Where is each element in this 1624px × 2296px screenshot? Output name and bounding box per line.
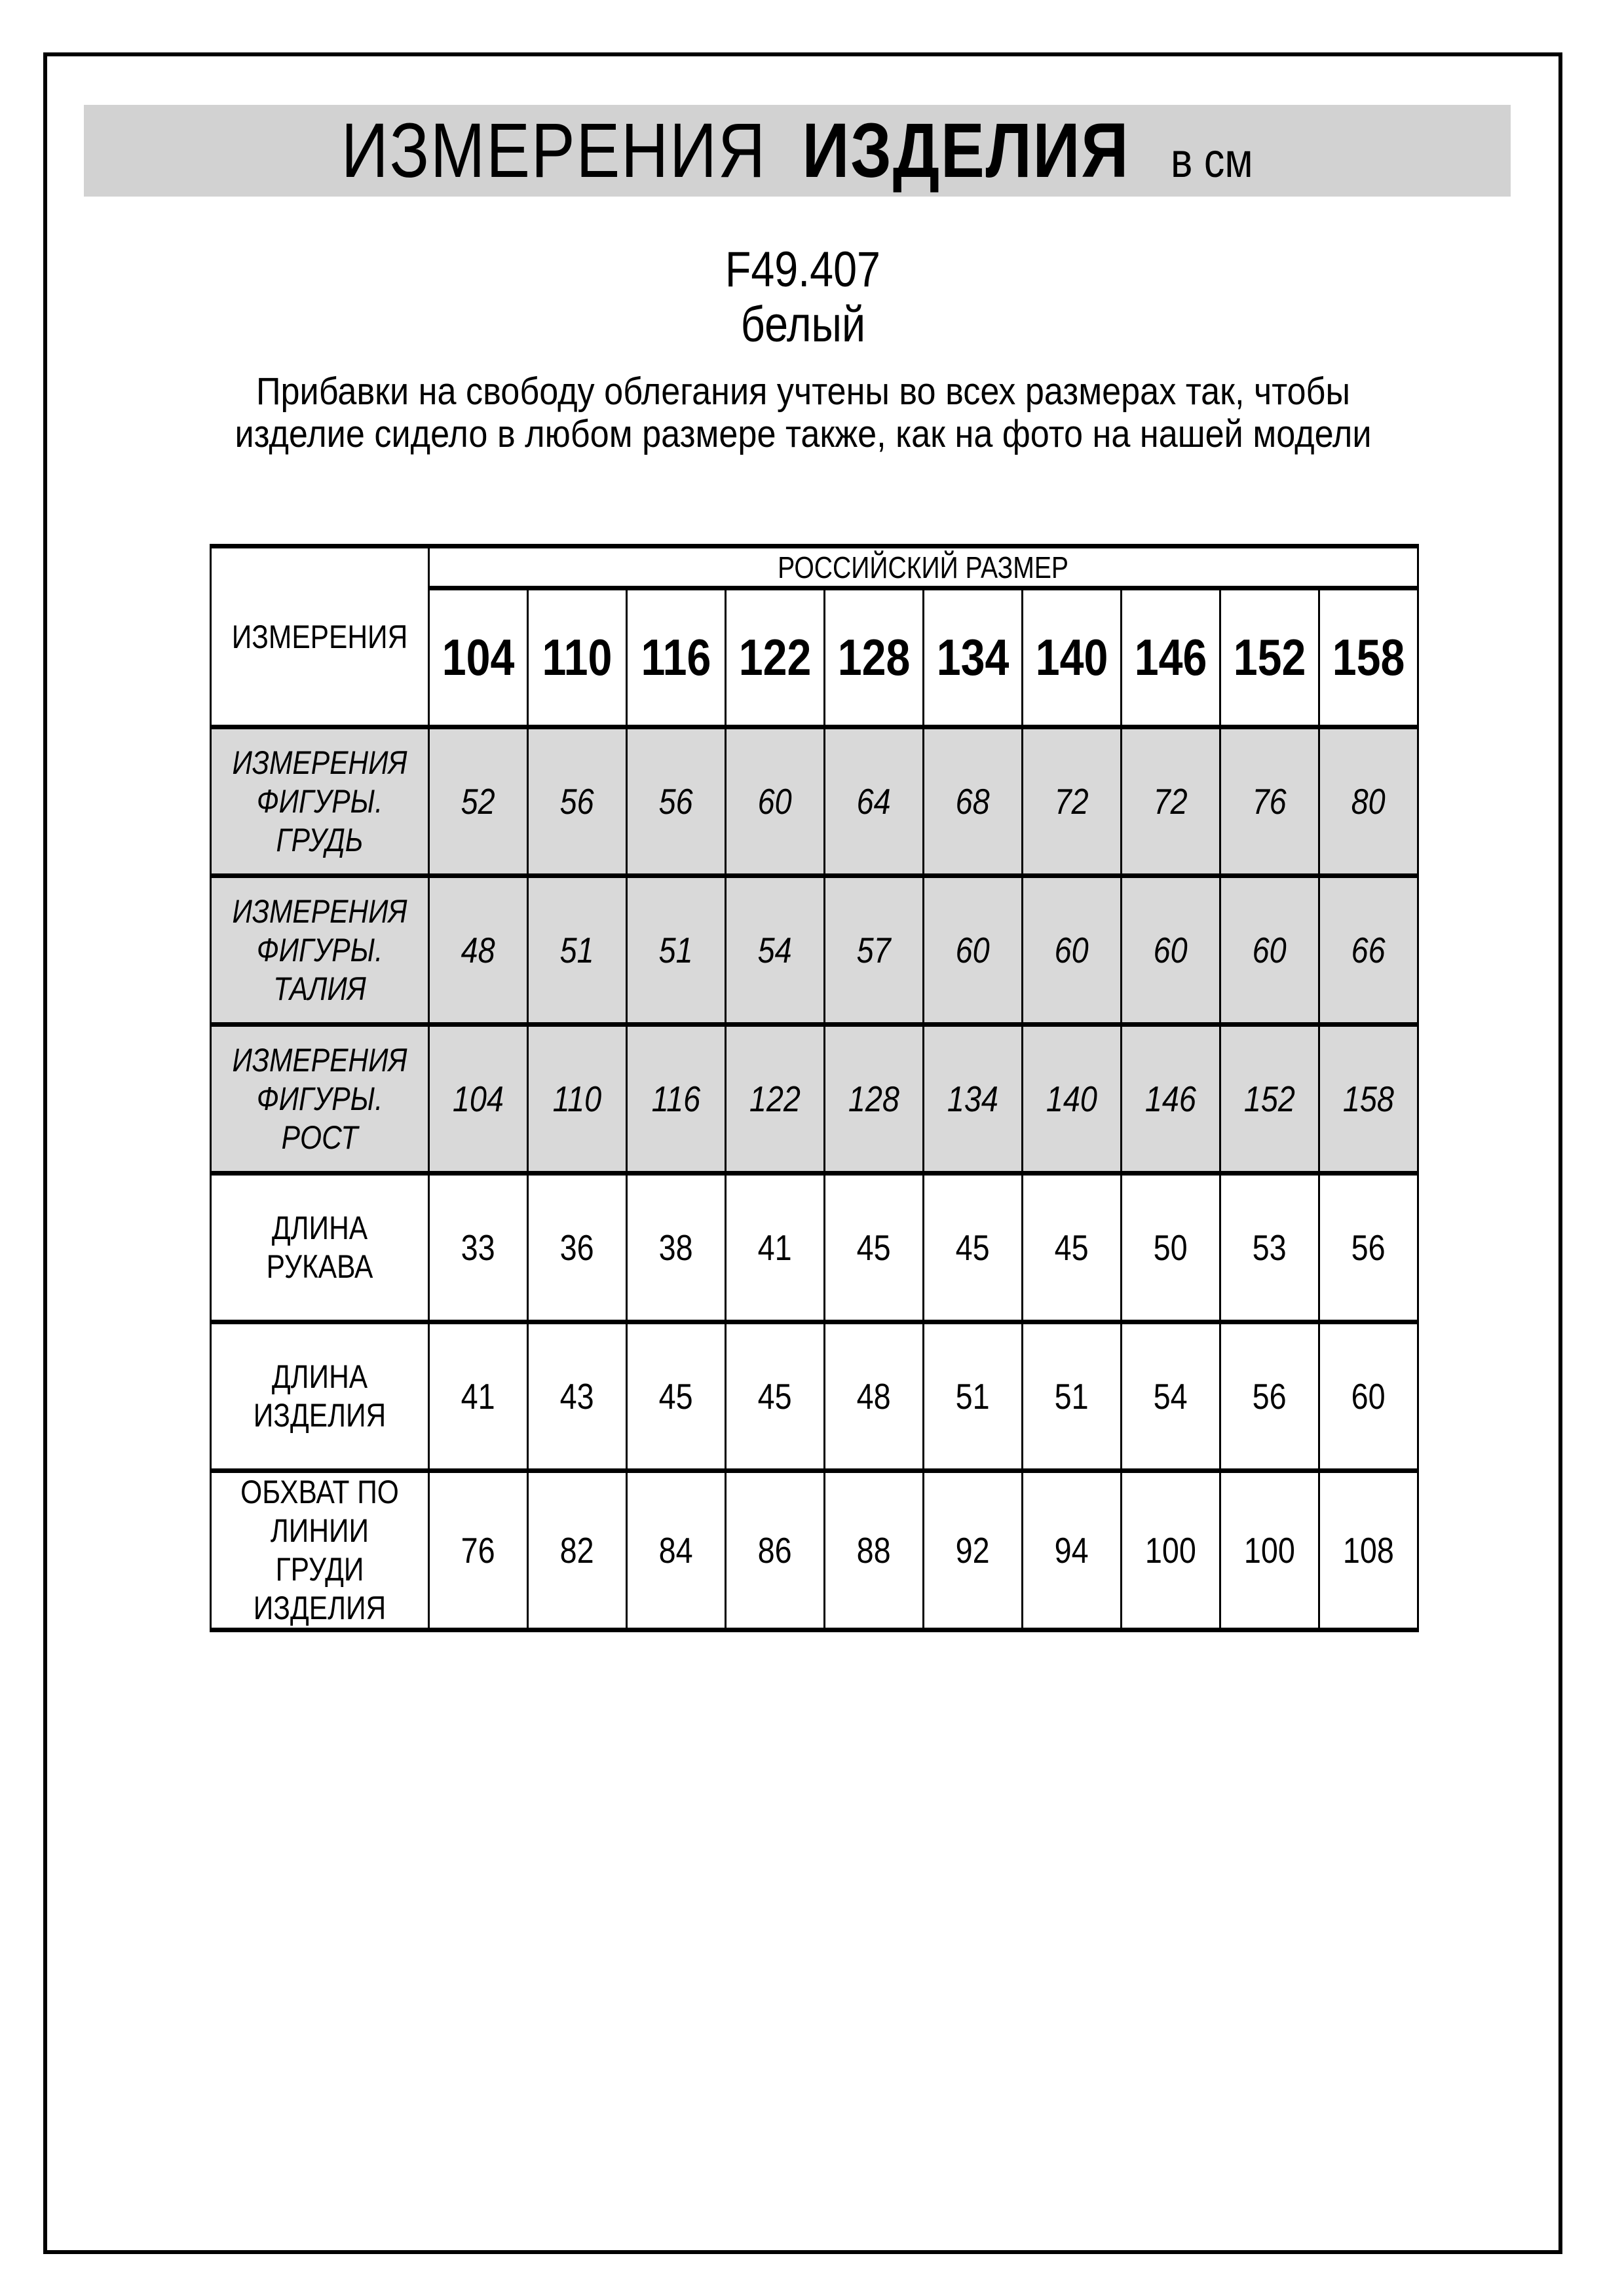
value-cell <box>1319 1174 1418 1322</box>
cell-value: 100 <box>1144 1530 1196 1571</box>
cell-value: 48 <box>856 1376 892 1417</box>
value-cell <box>1220 1174 1319 1322</box>
cell-value: 43 <box>559 1376 595 1417</box>
article-number-text: F49.407 <box>725 242 881 297</box>
value-cell <box>1023 1174 1122 1322</box>
value-cell <box>1220 727 1319 876</box>
cell-value: 84 <box>658 1530 694 1571</box>
product-color-text: белый <box>740 297 865 353</box>
cell-value: 108 <box>1342 1530 1394 1571</box>
value-cell <box>1220 1025 1319 1174</box>
value-cell <box>429 876 528 1025</box>
cell-value: 45 <box>1054 1227 1089 1268</box>
size-header-cell <box>627 588 726 727</box>
size-header-value: 134 <box>936 628 1010 686</box>
cell-value: 72 <box>1054 781 1089 822</box>
cell-value: 72 <box>1153 781 1188 822</box>
value-cell <box>627 1322 726 1471</box>
value-cell <box>924 1025 1023 1174</box>
value-cell <box>1023 876 1122 1025</box>
value-cell <box>1319 876 1418 1025</box>
cell-value: 56 <box>1351 1227 1386 1268</box>
value-cell <box>1122 727 1220 876</box>
size-header-value: 146 <box>1134 628 1207 686</box>
value-cell <box>429 1322 528 1471</box>
product-color <box>47 297 1558 353</box>
value-cell <box>1319 1471 1418 1630</box>
table-row <box>211 1174 1418 1322</box>
cell-value: 134 <box>947 1079 998 1119</box>
cell-value: 158 <box>1342 1079 1394 1119</box>
value-cell <box>825 1174 924 1322</box>
value-cell <box>1220 876 1319 1025</box>
value-cell <box>1122 1471 1220 1630</box>
cell-value: 86 <box>757 1530 793 1571</box>
row-label-cell <box>211 1174 429 1322</box>
cell-value: 45 <box>955 1227 991 1268</box>
cell-value: 152 <box>1243 1079 1295 1119</box>
fit-note-text: Прибавки на свободу облегания учтены во всех размерах так, чтобы изделие сидело в любом размере также, как на фото на нашей модели <box>234 370 1371 455</box>
page-title <box>341 106 1253 195</box>
cell-value: 41 <box>757 1227 793 1268</box>
row-label: ОБХВАТ ПО ЛИНИИ ГРУДИ ИЗДЕЛИЯ <box>240 1474 399 1626</box>
cell-value: 110 <box>552 1079 602 1119</box>
size-table <box>210 544 1419 1632</box>
value-cell <box>1122 1025 1220 1174</box>
size-header-value: 122 <box>738 628 812 686</box>
value-cell <box>726 1471 825 1630</box>
row-label: ИЗМЕРЕНИЯ ФИГУРЫ. ГРУДЬ <box>232 744 407 858</box>
cell-value: 104 <box>452 1079 504 1119</box>
size-header-cell <box>1220 588 1319 727</box>
value-cell <box>528 876 627 1025</box>
cell-value: 56 <box>658 781 694 822</box>
cell-value: 51 <box>955 1376 991 1417</box>
size-header-cell <box>1122 588 1220 727</box>
row-label: ИЗМЕРЕНИЯ ФИГУРЫ. ТАЛИЯ <box>232 892 407 1007</box>
title-unit: в см <box>1171 133 1253 187</box>
cell-value: 60 <box>1153 930 1188 970</box>
cell-value: 54 <box>1153 1376 1188 1417</box>
size-header-value: 140 <box>1035 628 1108 686</box>
value-cell <box>924 1322 1023 1471</box>
row-label-cell <box>211 1025 429 1174</box>
value-cell <box>429 1025 528 1174</box>
size-header-cell <box>429 588 528 727</box>
value-cell <box>627 727 726 876</box>
value-cell <box>825 727 924 876</box>
title-word-measurements: ИЗМЕРЕНИЯ <box>341 107 767 194</box>
value-cell <box>528 1471 627 1630</box>
cell-value: 36 <box>559 1227 595 1268</box>
cell-value: 50 <box>1153 1227 1188 1268</box>
corner-label: ИЗМЕРЕНИЯ <box>231 618 408 655</box>
cell-value: 45 <box>757 1376 793 1417</box>
table-row <box>211 1025 1418 1174</box>
cell-value: 60 <box>1252 930 1287 970</box>
table-row <box>211 876 1418 1025</box>
value-cell <box>528 727 627 876</box>
cell-value: 122 <box>749 1079 801 1119</box>
cell-value: 92 <box>955 1530 991 1571</box>
group-header-label: РОССИЙСКИЙ РАЗМЕР <box>778 550 1069 584</box>
row-label: ДЛИНА РУКАВА <box>266 1210 373 1285</box>
cell-value: 57 <box>856 930 892 970</box>
size-header-cell <box>1023 588 1122 727</box>
size-header-cell <box>825 588 924 727</box>
size-header-value: 110 <box>542 628 613 686</box>
table-row <box>211 1471 1418 1630</box>
value-cell <box>726 1025 825 1174</box>
size-header-value: 104 <box>442 628 515 686</box>
cell-value: 53 <box>1252 1227 1287 1268</box>
value-cell <box>825 876 924 1025</box>
cell-value: 52 <box>461 781 496 822</box>
size-table-body <box>211 727 1418 1630</box>
cell-value: 82 <box>559 1530 595 1571</box>
cell-value: 80 <box>1351 781 1386 822</box>
value-cell <box>528 1322 627 1471</box>
fit-note <box>47 371 1558 456</box>
cell-value: 60 <box>1054 930 1089 970</box>
cell-value: 60 <box>757 781 793 822</box>
cell-value: 140 <box>1046 1079 1097 1119</box>
value-cell <box>1122 876 1220 1025</box>
cell-value: 45 <box>856 1227 892 1268</box>
cell-value: 68 <box>955 781 991 822</box>
cell-value: 64 <box>856 781 892 822</box>
size-header-value: 128 <box>837 628 911 686</box>
value-cell <box>429 727 528 876</box>
value-cell <box>924 727 1023 876</box>
value-cell <box>1122 1322 1220 1471</box>
value-cell <box>1023 727 1122 876</box>
cell-value: 41 <box>461 1376 496 1417</box>
value-cell <box>429 1174 528 1322</box>
cell-value: 128 <box>848 1079 899 1119</box>
cell-value: 51 <box>1054 1376 1089 1417</box>
value-cell <box>1023 1025 1122 1174</box>
value-cell <box>1220 1471 1319 1630</box>
cell-value: 76 <box>1252 781 1287 822</box>
value-cell <box>825 1322 924 1471</box>
cell-value: 48 <box>461 930 496 970</box>
cell-value: 45 <box>658 1376 694 1417</box>
value-cell <box>1319 1025 1418 1174</box>
value-cell <box>924 1174 1023 1322</box>
title-band <box>84 105 1511 197</box>
cell-value: 56 <box>1252 1376 1287 1417</box>
value-cell <box>627 1174 726 1322</box>
cell-value: 100 <box>1243 1530 1295 1571</box>
row-label: ДЛИНА ИЗДЕЛИЯ <box>253 1358 387 1434</box>
value-cell <box>1319 1322 1418 1471</box>
cell-value: 76 <box>461 1530 496 1571</box>
value-cell <box>627 876 726 1025</box>
value-cell <box>1023 1322 1122 1471</box>
value-cell <box>726 727 825 876</box>
cell-value: 51 <box>559 930 595 970</box>
cell-value: 88 <box>856 1530 892 1571</box>
row-label-cell <box>211 1471 429 1630</box>
value-cell <box>726 876 825 1025</box>
title-word-product: ИЗДЕЛИЯ <box>802 107 1130 194</box>
cell-value: 60 <box>955 930 991 970</box>
size-header-cell <box>726 588 825 727</box>
size-header-cell <box>528 588 627 727</box>
row-label-cell <box>211 1322 429 1471</box>
page-frame <box>43 52 1562 2254</box>
value-cell <box>1220 1322 1319 1471</box>
table-row <box>211 727 1418 876</box>
table-row <box>211 1322 1418 1471</box>
size-header-value: 152 <box>1233 628 1306 686</box>
group-header-row <box>211 546 1418 588</box>
row-label-cell <box>211 876 429 1025</box>
row-label-cell <box>211 727 429 876</box>
value-cell <box>429 1471 528 1630</box>
value-cell <box>627 1025 726 1174</box>
cell-value: 116 <box>651 1079 701 1119</box>
cell-value: 94 <box>1054 1530 1089 1571</box>
value-cell <box>825 1025 924 1174</box>
value-cell <box>1122 1174 1220 1322</box>
size-header-cell <box>924 588 1023 727</box>
article-number <box>47 242 1558 297</box>
size-header-value: 116 <box>641 628 711 686</box>
value-cell <box>825 1471 924 1630</box>
value-cell <box>528 1025 627 1174</box>
row-label: ИЗМЕРЕНИЯ ФИГУРЫ. РОСТ <box>232 1041 407 1156</box>
corner-cell <box>211 546 429 727</box>
cell-value: 33 <box>461 1227 496 1268</box>
value-cell <box>1023 1471 1122 1630</box>
cell-value: 66 <box>1351 930 1386 970</box>
cell-value: 54 <box>757 930 793 970</box>
value-cell <box>1319 727 1418 876</box>
group-header-cell <box>429 546 1418 588</box>
cell-value: 56 <box>559 781 595 822</box>
value-cell <box>924 1471 1023 1630</box>
cell-value: 51 <box>658 930 694 970</box>
size-header-cell <box>1319 588 1418 727</box>
value-cell <box>726 1322 825 1471</box>
cell-value: 38 <box>658 1227 694 1268</box>
value-cell <box>627 1471 726 1630</box>
cell-value: 60 <box>1351 1376 1386 1417</box>
value-cell <box>726 1174 825 1322</box>
value-cell <box>528 1174 627 1322</box>
cell-value: 146 <box>1144 1079 1196 1119</box>
value-cell <box>924 876 1023 1025</box>
size-header-value: 158 <box>1332 628 1405 686</box>
